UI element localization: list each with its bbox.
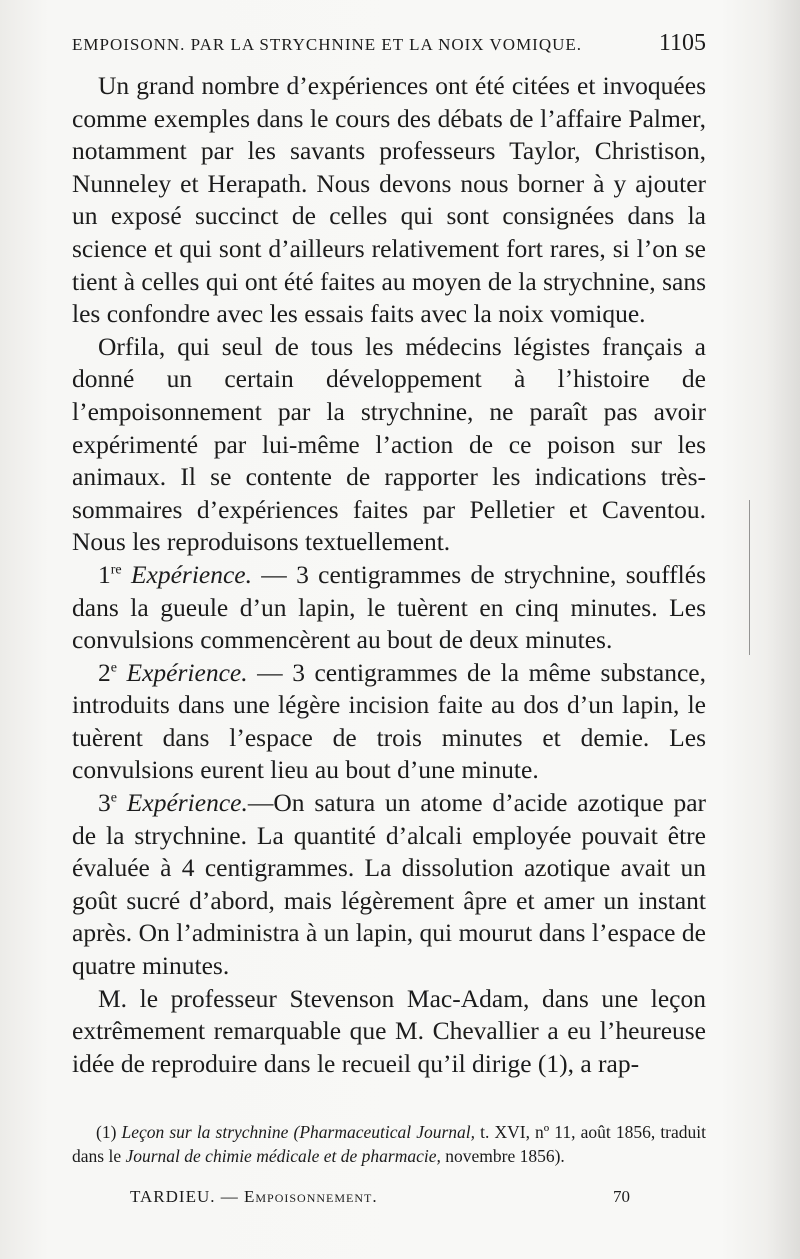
signature-author: TARDIEU. — Empoisonnement. <box>130 1187 378 1206</box>
footnote-1 <box>72 1120 706 1168</box>
experiment-1-text: — 3 centigrammes de strychnine, soufflés dans la gueule d’un lapin, le tuèrent en cinq minutes. Les convulsions commencèrent au bout de deux minutes. <box>72 559 706 655</box>
paragraph-intro: Un grand nombre d’expériences ont été citées et invoquées comme exemples dans le cours des débats de l’affaire Palmer, notamment par les savants professeurs Taylor, Christison, Nunneley et Herapath. Nous devons nous borner à y ajouter un exposé succinct de celles qui sont consignées dans la science et qui sont d’ailleurs relativement fort rares, si l’on se tient à celles qui ont été faites au moyen de la strychnine, sans les confondre avec les essais faits avec la noix vomique. <box>72 71 706 329</box>
page-number: 1105 <box>658 30 706 56</box>
running-title: EMPOISONN. PAR LA STRYCHNINE ET LA NOIX VOMIQUE. <box>72 35 583 54</box>
experiment-3-number: 3 <box>98 788 111 818</box>
footnote-ref: t. XVI, nº 11, août 1856, traduit dans le <box>72 1122 706 1166</box>
experiment-3 <box>72 787 706 983</box>
signature-line <box>130 1187 630 1207</box>
experiment-3-label: Expérience. <box>126 788 248 818</box>
experiment-1-label: Expérience. <box>130 559 252 589</box>
experiment-2-text: — 3 centigrammes de la même substance, introduits dans une légère incision faite au dos d’un lapin, le tuèrent dans l’espace de trois minutes et demie. Les convulsions eurent lieu au bout d’une minute. <box>72 657 706 785</box>
experiment-3-text: —On satura un atome d’acide azotique par de la strychnine. La quantité d’alcali employée pouvait être évaluée à 4 centigrammes. La dissolution azotique avait un goût sucré d’abord, mais légèrement âpre et amer un instant après. On l’administra à un lapin, qui mourut dans l’espace de quatre minutes. <box>72 788 707 981</box>
paragraph-orfila: Orfila, qui seul de tous les médecins légistes français a donné un certain développement à l’histoire de l’empoisonnement par la strychnine, ne paraît pas avoir expérimenté par lui-même l’action de ce poison sur les animaux. Il se contente de rapporter les indications très-sommaires d’expériences faites par Pelletier et Caventou. Nous les reproduisons textuellement. <box>72 331 706 557</box>
signature-sheet-number: 70 <box>613 1187 630 1206</box>
margin-mark <box>749 500 764 655</box>
experiment-2-suffix: e <box>110 660 117 676</box>
footnote-title: Leçon sur la strychnine <box>121 1122 289 1142</box>
page-gutter-shadow <box>766 0 800 1259</box>
experiment-2-label: Expérience. <box>126 657 248 687</box>
experiment-1-suffix: re <box>110 562 122 578</box>
experiment-1-number: 1 <box>98 559 111 589</box>
experiment-3-suffix: e <box>110 790 117 806</box>
experiment-2 <box>72 657 706 787</box>
footnote-journal: (Pharmaceutical Journal, <box>293 1122 476 1142</box>
body-text <box>72 70 706 1080</box>
footnote-date: novembre 1856). <box>445 1146 565 1166</box>
footnote-journal-fr: Journal de chimie médicale et de pharmacie, <box>125 1146 441 1166</box>
footnote-marker: (1) <box>96 1122 117 1142</box>
footnotes <box>72 1120 706 1168</box>
paragraph-mac-adam: M. le professeur Stevenson Mac-Adam, dans une leçon extrêmement remarquable que M. Chevallier a eu l’heureuse idée de reproduire dans le recueil qu’il dirige (1), a rap- <box>72 983 706 1078</box>
experiment-2-number: 2 <box>98 657 111 687</box>
running-head <box>72 30 706 57</box>
experiment-1 <box>72 559 706 657</box>
